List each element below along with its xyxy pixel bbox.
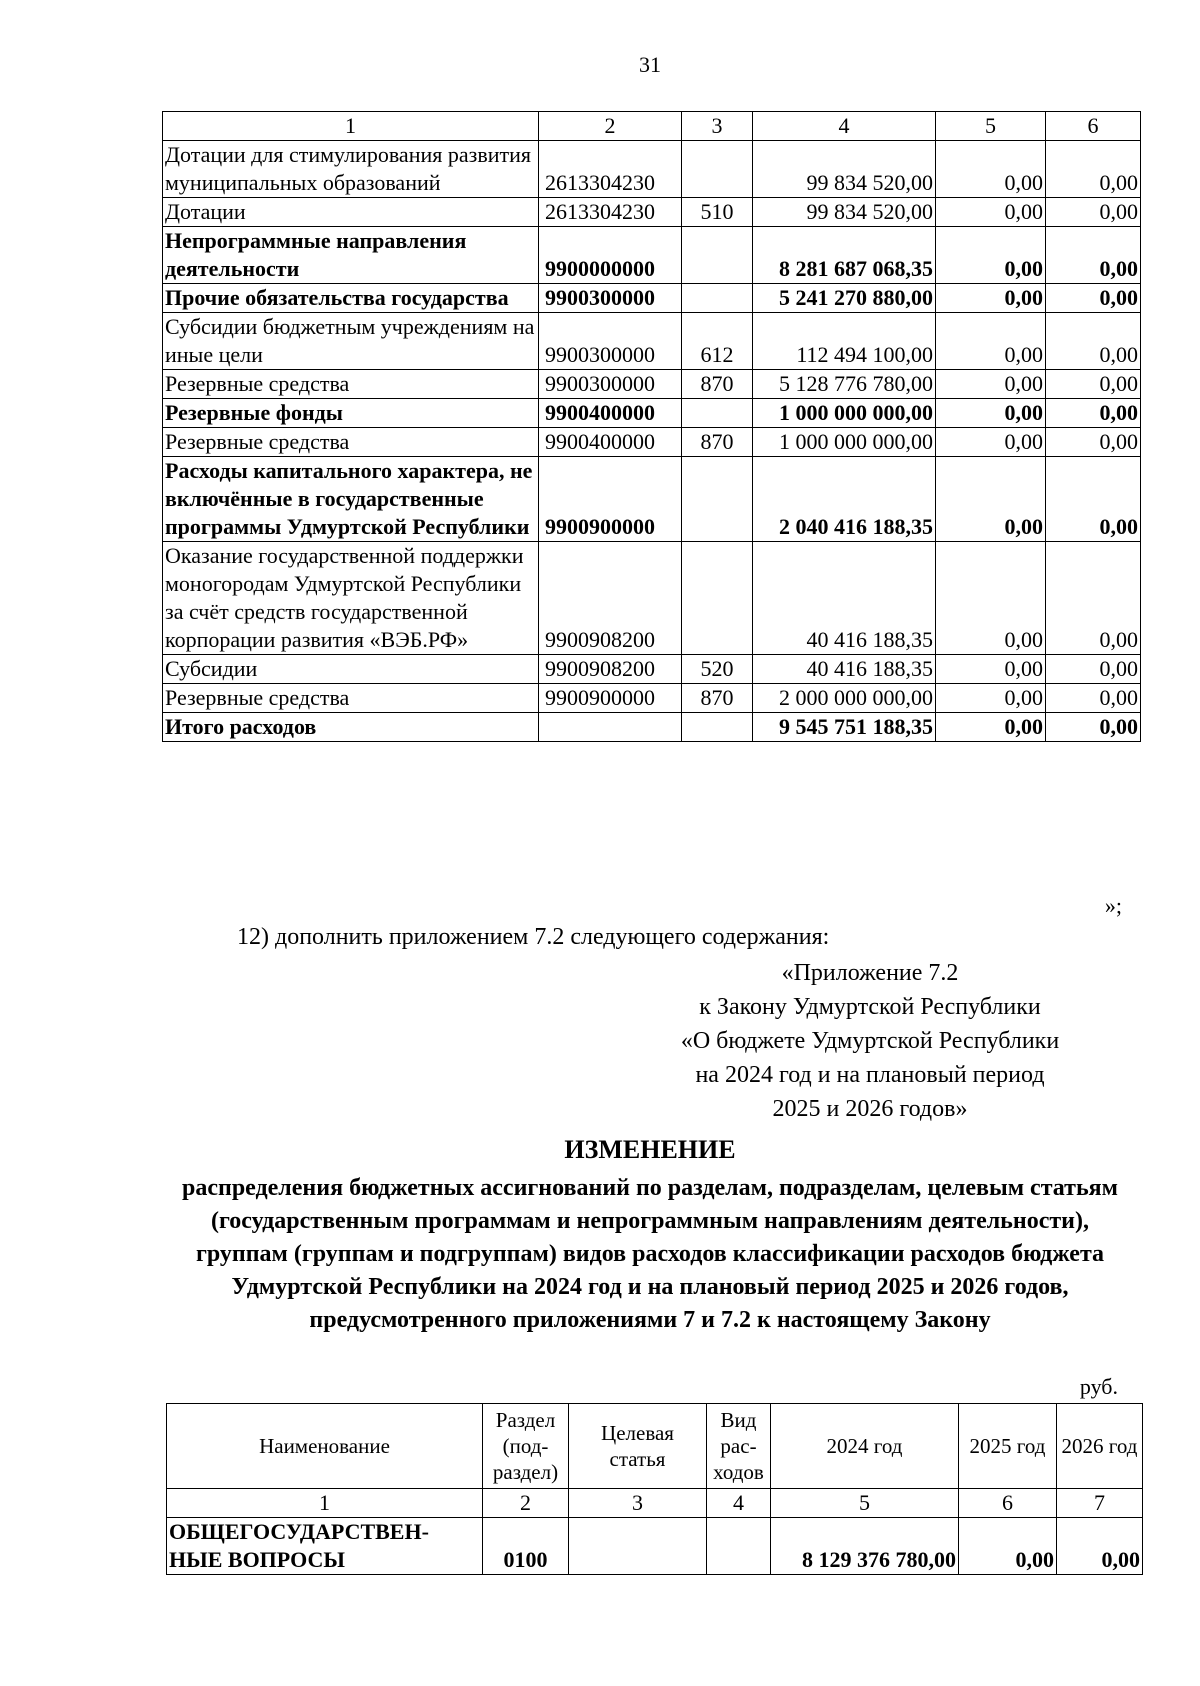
- budget-table-continued: [162, 111, 1141, 742]
- row-expense-group: 870: [682, 370, 753, 399]
- appendix-line: 2025 и 2026 годов»: [772, 1096, 968, 1122]
- row-name: Оказание государственной поддержки моногородам Удмуртской Республики за счёт средств государственной корпорации развития «ВЭБ.РФ»: [163, 542, 539, 655]
- row-target-code: 9900908200: [539, 655, 682, 684]
- page-number: 31: [639, 52, 661, 77]
- row-amount-2026: 0,00: [1046, 284, 1141, 313]
- closing-quote: »;: [1104, 893, 1122, 918]
- header-2026: 2026 год: [1057, 1404, 1143, 1489]
- header-2025: 2025 год: [959, 1404, 1057, 1489]
- header-cell: 6: [1046, 112, 1141, 141]
- row-amount-2025: 0,00: [936, 655, 1046, 684]
- index-cell: 7: [1057, 1489, 1143, 1518]
- row-amount-2026: 0,00: [1046, 684, 1141, 713]
- row-name: Непрограммные направления деятельности: [163, 227, 539, 284]
- appendix-line: «Приложение 7.2: [781, 960, 959, 986]
- row-amount-2024: 112 494 100,00: [753, 313, 936, 370]
- header-cell: 2: [539, 112, 682, 141]
- row-expense-group: 520: [682, 655, 753, 684]
- row-amount-2025: 0,00: [936, 542, 1046, 655]
- row-amount-2026: 0,00: [1046, 399, 1141, 428]
- row-target-code: 9900300000: [539, 370, 682, 399]
- row-amount-2026: 0,00: [1046, 313, 1141, 370]
- row-amount-2024: 5 128 776 780,00: [753, 370, 936, 399]
- row-amount-2026: 0,00: [1046, 713, 1141, 742]
- row-target-code: 9900400000: [539, 428, 682, 457]
- row-amount-2025: 0,00: [959, 1518, 1057, 1575]
- row-expense-group: [682, 227, 753, 284]
- row-expense-group: 510: [682, 198, 753, 227]
- table-row: [163, 713, 1141, 742]
- row-name: Субсидии бюджетным учреждениям на иные цели: [163, 313, 539, 370]
- row-name: Субсидии: [163, 655, 539, 684]
- table-row: [163, 655, 1141, 684]
- header-cell: 5: [936, 112, 1046, 141]
- document-subtitle: распределения бюджетных ассигнований по разделам, подразделам, целевым статьям (государственным программам и непрограммным направлениям деятельности), группам (группам и подгруппам) видов расходов классификации расходов бюджета Удмуртской Республики на 2024 год и на плановый период 2025 и 2026 годов, предусмотренного приложениями 7 и 7.2 к настоящему Закону: [182, 1175, 1118, 1333]
- table-row: [163, 198, 1141, 227]
- header-cell: 3: [682, 112, 753, 141]
- row-target-code: 2613304230: [539, 141, 682, 198]
- table-row: [163, 428, 1141, 457]
- index-cell: 3: [569, 1489, 707, 1518]
- row-amount-2026: 0,00: [1046, 198, 1141, 227]
- index-cell: 2: [483, 1489, 569, 1518]
- row-target-code: [569, 1518, 707, 1575]
- row-target-code: 9900400000: [539, 399, 682, 428]
- row-target-code: 9900908200: [539, 542, 682, 655]
- row-target-code: [539, 713, 682, 742]
- row-amount-2025: 0,00: [936, 399, 1046, 428]
- row-expense-group: [682, 457, 753, 542]
- table-row: [163, 227, 1141, 284]
- header-2024: 2024 год: [771, 1404, 959, 1489]
- row-amount-2025: 0,00: [936, 198, 1046, 227]
- row-amount-2024: 40 416 188,35: [753, 655, 936, 684]
- header-section: Раздел (под-раздел): [483, 1404, 569, 1489]
- row-amount-2025: 0,00: [936, 428, 1046, 457]
- row-amount-2026: 0,00: [1046, 457, 1141, 542]
- header-cell: 4: [753, 112, 936, 141]
- header-expense-type: Вид рас-ходов: [707, 1404, 771, 1489]
- row-amount-2024: 5 241 270 880,00: [753, 284, 936, 313]
- row-name: Резервные средства: [163, 684, 539, 713]
- table-index-row: [167, 1489, 1143, 1518]
- table-row: [163, 141, 1141, 198]
- row-name: Резервные средства: [163, 428, 539, 457]
- row-amount-2024: 99 834 520,00: [753, 141, 936, 198]
- row-target-code: 9900900000: [539, 684, 682, 713]
- table-row: [163, 457, 1141, 542]
- table-row: [163, 684, 1141, 713]
- row-amount-2026: 0,00: [1046, 370, 1141, 399]
- row-target-code: 9900300000: [539, 313, 682, 370]
- table-row: [163, 370, 1141, 399]
- row-amount-2024: 2 040 416 188,35: [753, 457, 936, 542]
- row-expense-group: 870: [682, 684, 753, 713]
- row-amount-2025: 0,00: [936, 284, 1046, 313]
- row-name: ОБЩЕГОСУДАРСТВЕН-НЫЕ ВОПРОСЫ: [167, 1518, 483, 1575]
- index-cell: 6: [959, 1489, 1057, 1518]
- header-name: Наименование: [167, 1404, 483, 1489]
- appendix-line: «О бюджете Удмуртской Республики: [680, 1028, 1060, 1054]
- appendix-line: на 2024 год и на плановый период: [695, 1062, 1045, 1088]
- row-target-code: 9900000000: [539, 227, 682, 284]
- row-amount-2026: 0,00: [1046, 655, 1141, 684]
- row-expense-group: 870: [682, 428, 753, 457]
- row-amount-2025: 0,00: [936, 457, 1046, 542]
- header-cell: 1: [163, 112, 539, 141]
- appendix-reference: [620, 956, 1120, 1126]
- row-expense-group: [682, 399, 753, 428]
- table-row: [163, 313, 1141, 370]
- row-amount-2024: 8 129 376 780,00: [771, 1518, 959, 1575]
- index-cell: 5: [771, 1489, 959, 1518]
- row-target-code: 9900900000: [539, 457, 682, 542]
- row-amount-2024: 1 000 000 000,00: [753, 399, 936, 428]
- row-name: Расходы капитального характера, не включённые в государственные программы Удмуртской Республики: [163, 457, 539, 542]
- row-amount-2024: 8 281 687 068,35: [753, 227, 936, 284]
- row-name: Резервные фонды: [163, 399, 539, 428]
- row-amount-2025: 0,00: [936, 227, 1046, 284]
- header-target-article: Целевая статья: [569, 1404, 707, 1489]
- budget-allocation-table: [166, 1403, 1143, 1575]
- row-amount-2025: 0,00: [936, 713, 1046, 742]
- row-section-code: 0100: [483, 1518, 569, 1575]
- table-header-row: [167, 1404, 1143, 1489]
- index-cell: 1: [167, 1489, 483, 1518]
- row-amount-2024: 1 000 000 000,00: [753, 428, 936, 457]
- row-name: Дотации для стимулирования развития муниципальных образований: [163, 141, 539, 198]
- currency-unit: руб.: [1079, 1374, 1118, 1399]
- table-row: [163, 399, 1141, 428]
- row-amount-2026: 0,00: [1046, 428, 1141, 457]
- row-amount-2026: 0,00: [1046, 227, 1141, 284]
- appendix-line: к Закону Удмуртской Республики: [699, 994, 1041, 1020]
- row-amount-2024: 2 000 000 000,00: [753, 684, 936, 713]
- table-row: [163, 284, 1141, 313]
- row-name: Итого расходов: [163, 713, 539, 742]
- table-header-row: [163, 112, 1141, 141]
- row-expense-group: [682, 284, 753, 313]
- table-row: [163, 542, 1141, 655]
- row-amount-2026: 0,00: [1046, 542, 1141, 655]
- row-amount-2024: 9 545 751 188,35: [753, 713, 936, 742]
- row-amount-2026: 0,00: [1057, 1518, 1143, 1575]
- row-expense-group: [682, 542, 753, 655]
- row-expense-group: 612: [682, 313, 753, 370]
- row-target-code: 2613304230: [539, 198, 682, 227]
- row-amount-2026: 0,00: [1046, 141, 1141, 198]
- row-expense-group: [682, 141, 753, 198]
- row-expense-group: [707, 1518, 771, 1575]
- row-name: Резервные средства: [163, 370, 539, 399]
- row-amount-2024: 99 834 520,00: [753, 198, 936, 227]
- row-amount-2025: 0,00: [936, 313, 1046, 370]
- row-amount-2025: 0,00: [936, 141, 1046, 198]
- row-amount-2024: 40 416 188,35: [753, 542, 936, 655]
- document-title: ИЗМЕНЕНИЕ: [564, 1135, 736, 1164]
- row-target-code: 9900300000: [539, 284, 682, 313]
- row-amount-2025: 0,00: [936, 370, 1046, 399]
- table-row: [167, 1518, 1143, 1575]
- row-expense-group: [682, 713, 753, 742]
- index-cell: 4: [707, 1489, 771, 1518]
- row-amount-2025: 0,00: [936, 684, 1046, 713]
- row-name: Прочие обязательства государства: [163, 284, 539, 313]
- row-name: Дотации: [163, 198, 539, 227]
- amendment-instruction: 12) дополнить приложением 7.2 следующего содержания:: [237, 924, 830, 950]
